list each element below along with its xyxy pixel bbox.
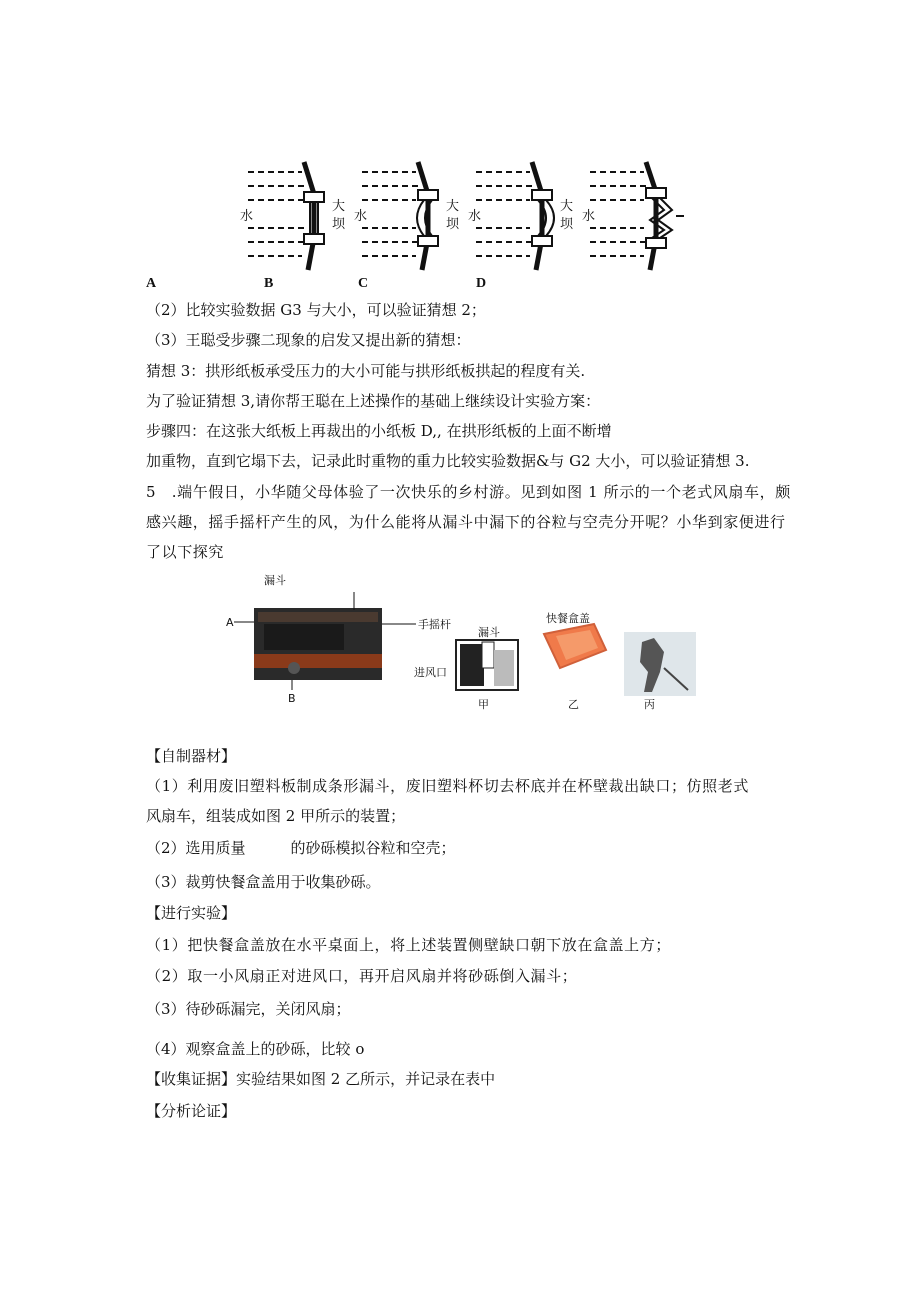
text-line: （2）取一小风扇正对进风口，再开启风扇并将砂砾倒入漏斗； — [146, 967, 578, 985]
dam-diagram-d — [590, 162, 684, 270]
text-line: 为了验证猜想 3,请你帮王聪在上述操作的基础上继续设计实验方案： — [146, 392, 601, 410]
dam-diagram-b — [362, 162, 438, 270]
water-label-a: 水 — [240, 209, 254, 224]
label-funnel-top: 漏斗 — [264, 574, 286, 587]
label-inlet: 进风口 — [414, 666, 447, 679]
dam-diagram-a — [248, 162, 324, 270]
dam-figure — [238, 158, 690, 274]
water-label-c: 水 — [468, 209, 482, 224]
text-line: 【收集证据】实验结果如图 2 乙所示，并记录在表中 — [146, 1070, 496, 1088]
lid-yi — [544, 624, 606, 668]
label-a: A — [226, 616, 234, 629]
device-jia — [456, 640, 518, 690]
label-jia: 甲 — [478, 698, 489, 711]
water-label-b: 水 — [354, 209, 368, 224]
text-line: （2）选用质量 的砂砾模拟谷粒和空壳； — [146, 839, 456, 857]
water-label-d: 水 — [582, 209, 596, 224]
section-heading: 【分析论证】 — [146, 1102, 237, 1120]
label-a: A — [146, 276, 157, 291]
label-lid: 快餐盒盖 — [546, 612, 590, 625]
text-line: （4）观察盒盖上的砂砾，比较 o — [146, 1040, 365, 1058]
dam-label-a-1: 大 — [332, 199, 346, 214]
text-line: 5 .端午假日，小华随父母体验了一次快乐的乡村游。见到如图 1 所示的一个老式风扇车，颇 — [146, 483, 791, 501]
text-line: 感兴趣，摇手摇杆产生的风，为什么能将从漏斗中漏下的谷粒与空壳分开呢？小华到家便进行 — [146, 513, 786, 531]
label-crank: 手摇杆 — [418, 618, 451, 631]
label-b: B — [288, 692, 296, 705]
dam-diagram-c — [476, 162, 554, 270]
section-heading: 【自制器材】 — [146, 747, 237, 765]
text-line: 了以下探究 — [146, 543, 225, 561]
text-line: （1）把快餐盒盖放在水平桌面上，将上述装置侧壁缺口朝下放在盒盖上方； — [146, 936, 671, 954]
text-line: 加重物，直到它塌下去，记录此时重物的重力比较实验数据&与 G2 大小，可以验证猜想 3. — [146, 452, 750, 470]
dam-label-a-2: 坝 — [332, 217, 346, 232]
dam-label-b-1: 大 — [446, 199, 460, 214]
dam-label-c-1: 大 — [560, 199, 574, 214]
text-line: 步骤四：在这张大纸板上再裁出的小纸板 D,, 在拱形纸板的上面不断增 — [146, 422, 612, 440]
text-line: （3）待砂砾漏完，关闭风扇； — [146, 1000, 351, 1018]
text-line: （3）王聪受步骤二现象的启发又提出新的猜想： — [146, 331, 471, 349]
text-line: （1）利用废旧塑料板制成条形漏斗，废旧塑料杯切去杯底并在杯壁裁出缺口；仿照老式 — [146, 777, 749, 795]
label-b: B — [264, 276, 274, 291]
label-d: D — [476, 276, 487, 291]
dam-label-c-2: 坝 — [560, 217, 574, 232]
figure-2 — [224, 572, 704, 712]
label-yi: 乙 — [568, 698, 579, 711]
dam-label-b-2: 坝 — [446, 217, 460, 232]
label-funnel: 漏斗 — [478, 626, 500, 639]
section-heading: 【进行实验】 — [146, 904, 237, 922]
winnowing-bing — [624, 632, 696, 696]
text-line: 风扇车，组装成如图 2 甲所示的装置； — [146, 807, 406, 825]
text-line: （3）裁剪快餐盒盖用于收集砂砾。 — [146, 873, 381, 891]
text-line: （2）比较实验数据 G3 与大小，可以验证猜想 2； — [146, 301, 486, 319]
label-c: C — [358, 276, 369, 291]
fan-cart-photo — [234, 592, 416, 690]
text-line: 猜想 3：拱形纸板承受压力的大小可能与拱形纸板拱起的程度有关. — [146, 362, 586, 380]
label-bing: 丙 — [644, 698, 655, 711]
